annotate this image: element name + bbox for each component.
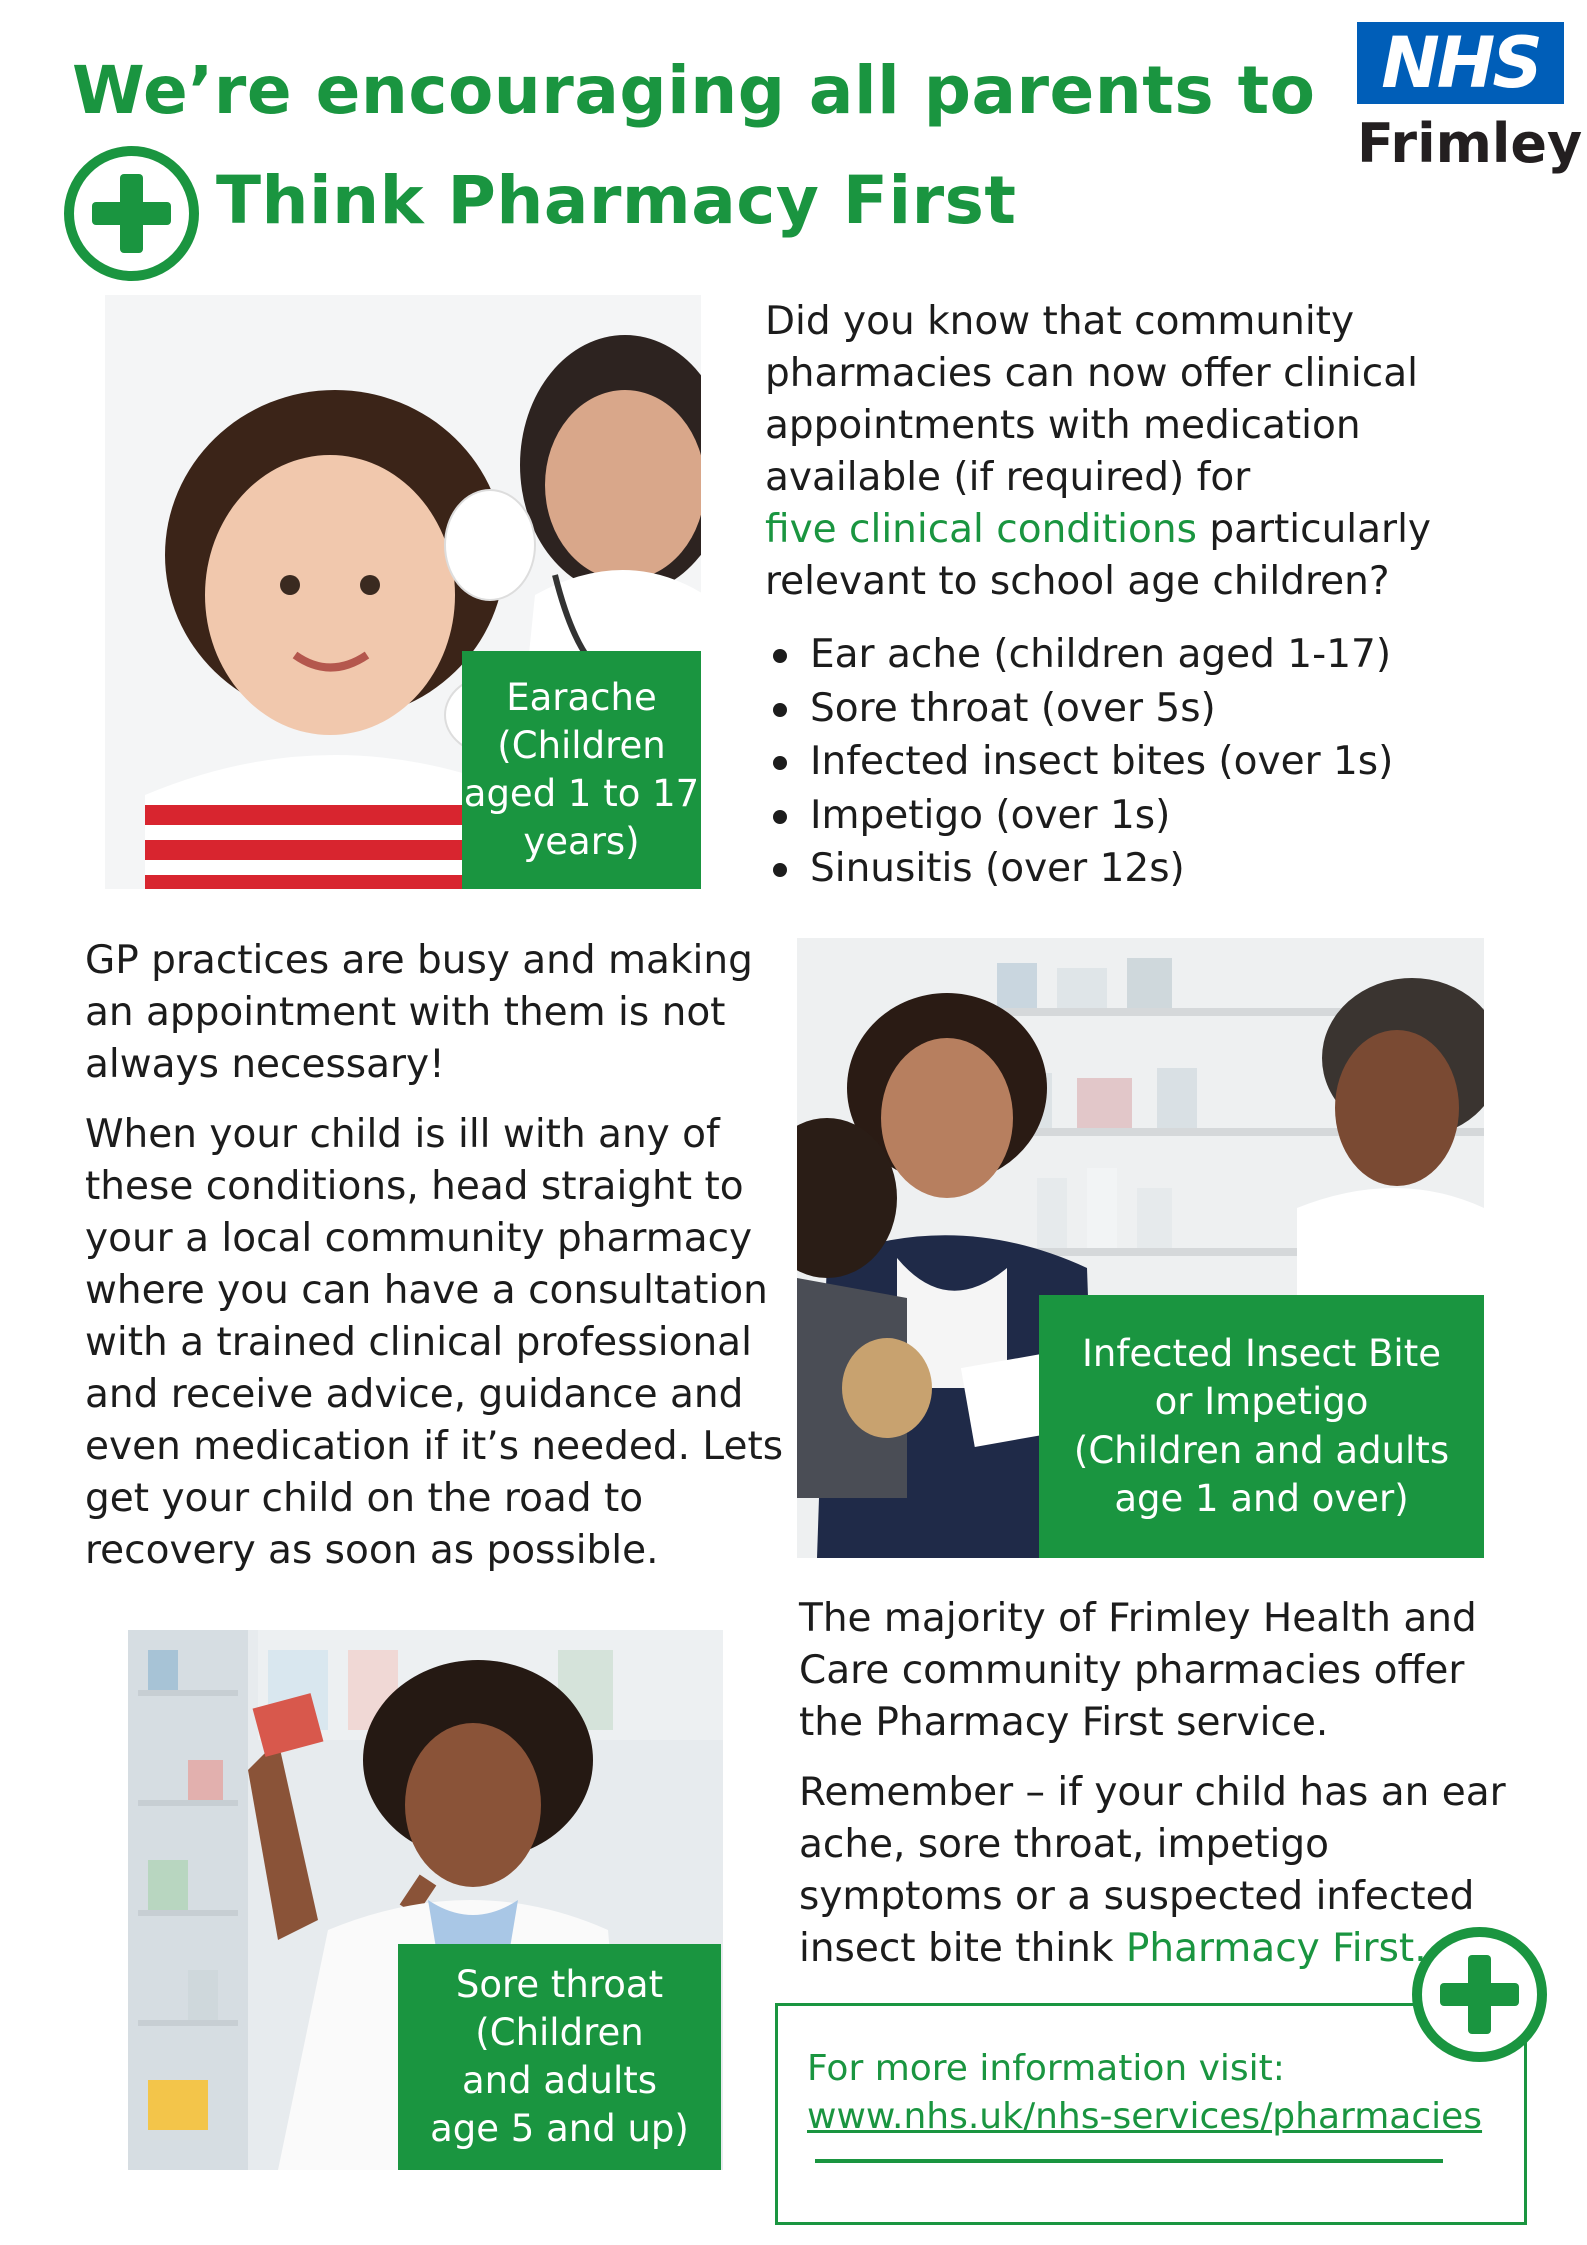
child-line: where you can have a consultation — [85, 1268, 768, 1313]
child-line: your a local community pharmacy — [85, 1216, 753, 1261]
divider — [815, 2159, 1443, 2163]
remember-line: symptoms or a suspected infected — [799, 1874, 1475, 1919]
child-line: with a trained clinical professional — [85, 1320, 752, 1365]
insect-bite-caption — [1039, 1295, 1484, 1558]
five-conditions-highlight: five clinical conditions — [765, 507, 1197, 552]
gp-line: always necessary! — [85, 1042, 445, 1087]
child-line: and receive advice, guidance and — [85, 1372, 744, 1417]
majority-line: the Pharmacy First service. — [799, 1700, 1329, 1745]
caption-line: Earache — [506, 675, 657, 719]
caption-line: or Impetigo — [1154, 1380, 1369, 1424]
green-cross-icon — [1412, 1927, 1547, 2062]
conditions-list — [765, 628, 1545, 896]
pharmacy-first-highlight: Pharmacy First. — [1125, 1926, 1427, 1971]
nhs-logo: NHS — [1357, 22, 1564, 104]
caption-line: age 1 and over) — [1114, 1476, 1409, 1520]
intro-line: pharmacies can now offer clinical — [765, 351, 1418, 396]
caption-line: aged 1 to 17 — [463, 772, 700, 815]
intro-paragraph — [765, 296, 1545, 608]
majority-line: The majority of Frimley Health and — [799, 1596, 1477, 1641]
remember-line: Remember – if your child has an ear — [799, 1770, 1506, 1815]
intro-line — [765, 504, 1545, 556]
child-line: When your child is ill with any of — [85, 1112, 720, 1157]
list-item: Ear ache (children aged 1-17) — [765, 628, 1545, 682]
frimley-label: Frimley — [1357, 112, 1583, 175]
remember-line: ache, sore throat, impetigo — [799, 1822, 1329, 1867]
gp-line: an appointment with them is not — [85, 990, 726, 1035]
caption-line: Sore throat — [455, 1962, 664, 2006]
sore-throat-caption — [398, 1944, 721, 2170]
caption-line: (Children — [497, 723, 666, 767]
majority-line: Care community pharmacies offer — [799, 1648, 1465, 1693]
list-item: Sinusitis (over 12s) — [765, 842, 1545, 896]
headline-line-2: Think Pharmacy First — [216, 162, 1017, 239]
gp-paragraph — [85, 935, 765, 1091]
caption-line: (Children — [475, 2010, 644, 2054]
child-line: get your child on the road to — [85, 1476, 644, 1521]
pharmacies-link[interactable]: www.nhs.uk/nhs-services/pharmacies — [807, 2096, 1483, 2137]
child-line: these conditions, head straight to — [85, 1164, 744, 1209]
child-ill-paragraph — [85, 1109, 785, 1577]
intro-line-rest: particularly — [1196, 507, 1431, 552]
gp-line: GP practices are busy and making — [85, 938, 753, 983]
list-item: Impetigo (over 1s) — [765, 789, 1545, 843]
intro-line: appointments with medication — [765, 403, 1361, 448]
caption-line: Infected Insect Bite — [1082, 1332, 1441, 1376]
list-item: Sore throat (over 5s) — [765, 682, 1545, 736]
intro-line: available (if required) for — [765, 455, 1251, 500]
more-info-box — [775, 2003, 1527, 2225]
caption-line: and adults — [461, 2059, 658, 2102]
remember-line-start: insect bite think — [799, 1926, 1126, 1971]
list-item: Infected insect bites (over 1s) — [765, 735, 1545, 789]
intro-line: relevant to school age children? — [765, 559, 1390, 604]
intro-line: Did you know that community — [765, 299, 1355, 344]
headline-line-1: We’re encouraging all parents to — [72, 52, 1316, 129]
caption-line: age 5 and up) — [430, 2107, 689, 2151]
more-info-label: For more information visit: — [807, 2048, 1285, 2089]
earache-caption — [462, 651, 701, 889]
child-line: recovery as soon as possible. — [85, 1528, 659, 1573]
child-line: even medication if it’s needed. Lets — [85, 1424, 784, 1469]
caption-line: years) — [523, 820, 640, 864]
majority-paragraph — [799, 1593, 1559, 1749]
green-cross-icon — [64, 146, 199, 281]
caption-line: (Children and adults — [1073, 1428, 1450, 1472]
